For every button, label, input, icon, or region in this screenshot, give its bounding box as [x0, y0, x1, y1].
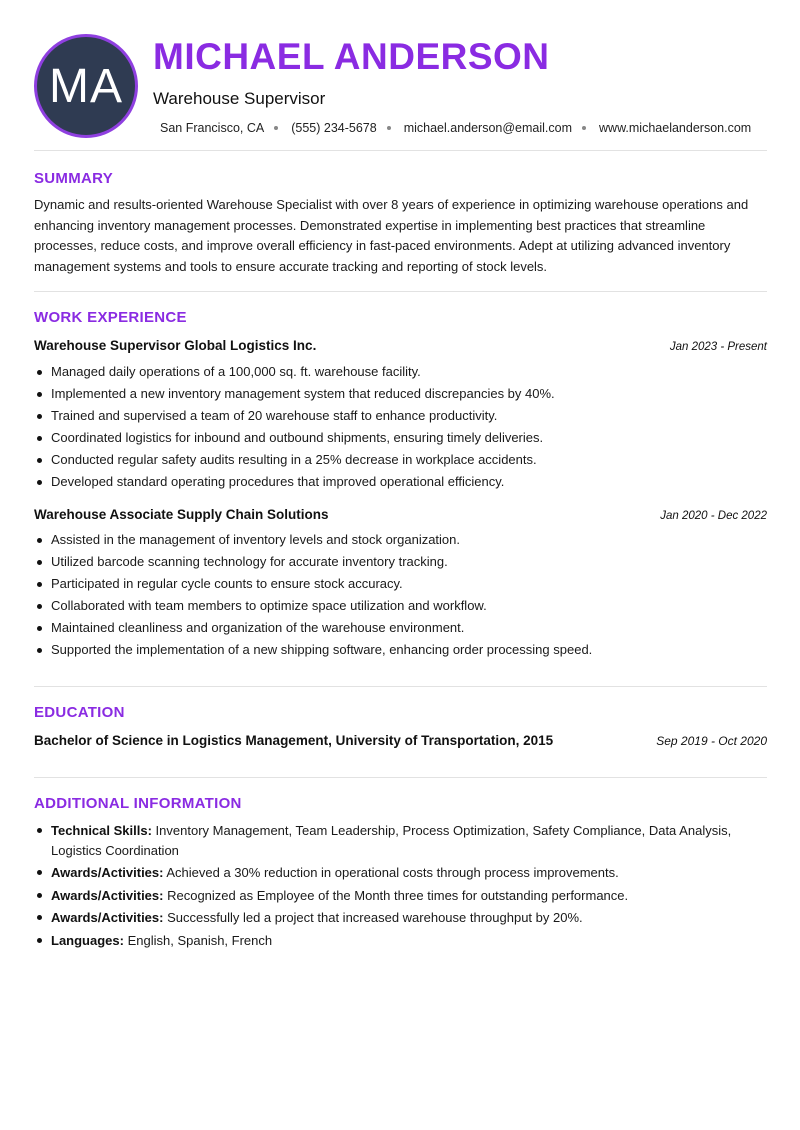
candidate-name: MICHAEL ANDERSON	[153, 36, 550, 77]
job-role: Warehouse Supervisor Global Logistics Inc.	[34, 338, 317, 353]
contact-email[interactable]: michael.anderson@email.com	[403, 121, 573, 135]
info-text: Inventory Management, Team Leadership, Process Optimization, Safety Compliance, Data Analysis, Logistics Coordination	[51, 823, 732, 858]
section-divider	[34, 150, 767, 151]
education-heading: EDUCATION	[34, 704, 125, 721]
summary-heading: SUMMARY	[34, 170, 114, 187]
list-item: Conducted regular safety audits resulting in a 25% decrease in workplace accidents.	[34, 449, 767, 471]
job-header	[34, 338, 767, 353]
education-degree: Bachelor of Science in Logistics Management, University of Transportation, 2015	[34, 733, 554, 748]
list-item	[34, 821, 767, 860]
additional-list	[34, 821, 767, 953]
list-item	[34, 931, 767, 951]
list-item	[34, 908, 767, 928]
list-item	[34, 886, 767, 906]
list-item: Collaborated with team members to optimize space utilization and workflow.	[34, 595, 767, 617]
additional-heading: ADDITIONAL INFORMATION	[34, 795, 242, 812]
list-item	[34, 863, 767, 883]
contact-website[interactable]: www.michaelanderson.com	[599, 121, 752, 135]
info-label: Awards/Activities:	[51, 887, 164, 903]
job-header	[34, 507, 767, 522]
info-label: Technical Skills:	[51, 823, 152, 838]
job-date: Jan 2020 - Dec 2022	[660, 510, 767, 522]
list-item: Coordinated logistics for inbound and outbound shipments, ensuring timely deliveries.	[34, 427, 767, 449]
info-text: English, Spanish, French	[127, 932, 273, 948]
list-item: Utilized barcode scanning technology for accurate inventory tracking.	[34, 551, 767, 573]
list-item: Trained and supervised a team of 20 warehouse staff to enhance productivity.	[34, 405, 767, 427]
list-item: Supported the implementation of a new shipping software, enhancing order processing speed.	[34, 639, 767, 661]
list-item: Maintained cleanliness and organization of the warehouse environment.	[34, 617, 767, 639]
list-item: Participated in regular cycle counts to ensure stock accuracy.	[34, 573, 767, 595]
avatar	[34, 34, 138, 138]
summary-text: Dynamic and results-oriented Warehouse Specialist with over 8 years of experience in optimizing warehouse operations and enhancing inventory management processes. Demonstrated expertise in implementing best practices that streamline processes, reduce costs, and improve overall efficiency in fast-paced environments. Adept at utilizing advanced inventory management systems and tools to ensure accurate tracking and reporting of stock levels.	[34, 197, 749, 274]
separator-dot	[582, 126, 586, 130]
info-text: Achieved a 30% reduction in operational costs through process improvements.	[166, 865, 619, 880]
list-item: Implemented a new inventory management system that reduced discrepancies by 40%.	[34, 383, 767, 405]
info-label: Awards/Activities:	[51, 865, 164, 880]
contact-location: San Francisco, CA	[160, 121, 265, 135]
list-item: Assisted in the management of inventory levels and stock organization.	[34, 529, 767, 551]
avatar-initials: MA	[49, 59, 123, 113]
list-item: Developed standard operating procedures that improved operational efficiency.	[34, 471, 767, 493]
info-label: Awards/Activities:	[51, 910, 164, 925]
contact-phone: (555) 234-5678	[291, 121, 377, 135]
info-label: Languages:	[51, 932, 124, 948]
education-entry	[34, 733, 767, 748]
info-text: Successfully led a project that increased warehouse throughput by 20%.	[167, 910, 583, 925]
info-text: Recognized as Employee of the Month three times for outstanding performance.	[167, 887, 629, 903]
job-date: Jan 2023 - Present	[669, 341, 767, 353]
contact-bar	[160, 121, 751, 135]
separator-dot	[274, 126, 278, 130]
separator-dot	[387, 126, 391, 130]
section-divider	[34, 291, 767, 292]
job-bullets	[34, 361, 767, 493]
experience-heading: WORK EXPERIENCE	[34, 309, 187, 326]
section-divider	[34, 777, 767, 778]
job-role: Warehouse Associate Supply Chain Solutions	[34, 507, 329, 522]
list-item: Managed daily operations of a 100,000 sq. ft. warehouse facility.	[34, 361, 767, 383]
section-divider	[34, 686, 767, 687]
education-date: Sep 2019 - Oct 2020	[656, 734, 767, 748]
job-bullets	[34, 529, 767, 661]
candidate-title: Warehouse Supervisor	[153, 89, 326, 108]
